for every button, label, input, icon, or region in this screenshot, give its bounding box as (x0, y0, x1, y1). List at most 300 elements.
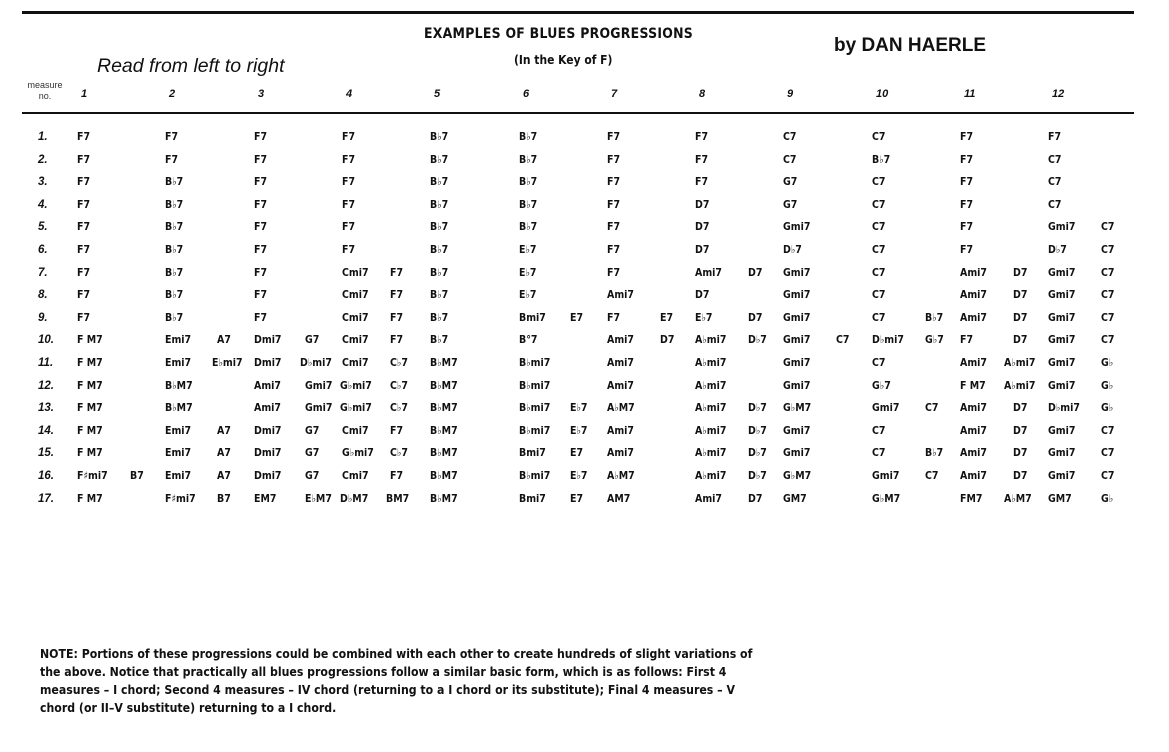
chord-symbol: Gmi7 (1048, 267, 1076, 279)
chord-symbol: D7 (1013, 470, 1028, 482)
chord-symbol: Cmi7 (342, 470, 369, 482)
chord-symbol: C7 (836, 334, 850, 346)
chord-symbol: F7 (165, 131, 179, 143)
chord-symbol: B♭7 (165, 199, 184, 211)
note-label: NOTE: (40, 647, 78, 661)
chord-symbol: E♭7 (695, 312, 713, 324)
chord-symbol: F7 (390, 470, 404, 482)
chord-symbol: Gmi7 (1048, 334, 1076, 346)
chord-symbol: F7 (695, 131, 709, 143)
chord-symbol: Gmi7 (783, 447, 811, 459)
chord-symbol: Emi7 (165, 425, 192, 437)
chord-symbol: D7 (1013, 334, 1028, 346)
chord-symbol: C7 (1101, 289, 1115, 301)
chord-symbol: Gmi7 (1048, 425, 1076, 437)
chord-symbol: G♭7 (925, 334, 944, 346)
chord-symbol: B°7 (519, 334, 538, 346)
chord-symbol: AM7 (607, 493, 631, 505)
chord-symbol: B♭7 (519, 221, 538, 233)
chord-symbol: Cmi7 (342, 357, 369, 369)
chord-symbol: C7 (872, 221, 886, 233)
top-rule (22, 11, 1134, 14)
chord-symbol: C♭7 (390, 380, 408, 392)
chord-symbol: B♭7 (165, 244, 184, 256)
chord-symbol: Emi7 (165, 447, 192, 459)
chord-symbol: G♭mi7 (340, 402, 372, 414)
chord-symbol: Dmi7 (254, 334, 282, 346)
chord-symbol: Dmi7 (254, 425, 282, 437)
row-number: 7. (38, 267, 48, 279)
chord-symbol: E7 (570, 312, 584, 324)
chord-symbol: G7 (305, 470, 320, 482)
chord-symbol: B♭7 (430, 131, 449, 143)
chord-symbol: F7 (607, 312, 621, 324)
chord-symbol: B♭7 (519, 131, 538, 143)
chord-symbol: F7 (960, 334, 974, 346)
chord-symbol: G♭ (1101, 357, 1114, 369)
chord-symbol: G7 (305, 425, 320, 437)
measure-number: 10 (876, 88, 889, 100)
chord-symbol: C7 (872, 244, 886, 256)
chord-symbol: F7 (77, 176, 91, 188)
chord-symbol: C7 (1101, 334, 1115, 346)
chord-symbol: G♭7 (872, 380, 891, 392)
chord-symbol: G♭ (1101, 402, 1114, 414)
chord-symbol: C7 (872, 312, 886, 324)
progression-row (0, 199, 1169, 217)
chord-symbol: A♭mi7 (1004, 357, 1036, 369)
chord-symbol: G♭ (1101, 380, 1114, 392)
measure-number: 5 (434, 88, 441, 100)
author-credit: by DAN HAERLE (834, 35, 987, 56)
chord-symbol: Gmi7 (783, 334, 811, 346)
progression-row (0, 176, 1169, 194)
chord-symbol: E♭7 (570, 470, 588, 482)
chord-symbol: Gmi7 (783, 267, 811, 279)
chord-symbol: GM7 (783, 493, 807, 505)
chord-symbol: B♭M7 (430, 402, 458, 414)
chord-symbol: B♭mi7 (519, 425, 551, 437)
chord-symbol: A♭M7 (607, 470, 635, 482)
chord-symbol: F7 (960, 199, 974, 211)
chord-symbol: F7 (342, 244, 356, 256)
chord-symbol: D♭7 (748, 425, 767, 437)
chord-symbol: D♭7 (748, 470, 767, 482)
chord-symbol: E♭7 (519, 267, 537, 279)
chord-symbol: Gmi7 (783, 380, 811, 392)
chord-symbol: B♭7 (165, 289, 184, 301)
chord-symbol: D7 (695, 244, 710, 256)
chord-symbol: B♭7 (430, 334, 449, 346)
chord-symbol: F7 (607, 154, 621, 166)
chord-symbol: Bmi7 (519, 493, 546, 505)
chord-symbol: A♭M7 (607, 402, 635, 414)
chord-symbol: A♭mi7 (695, 425, 727, 437)
page-subtitle: (In the Key of F) (514, 52, 613, 67)
chord-symbol: A♭mi7 (695, 402, 727, 414)
chord-symbol: A♭mi7 (695, 380, 727, 392)
chord-symbol: Ami7 (607, 289, 634, 301)
chord-symbol: C7 (872, 131, 886, 143)
chord-symbol: Gmi7 (872, 470, 900, 482)
chord-symbol: Gmi7 (783, 312, 811, 324)
chord-symbol: C7 (872, 176, 886, 188)
chord-symbol: Gmi7 (1048, 221, 1076, 233)
chord-symbol: B♭7 (519, 176, 538, 188)
chord-symbol: E♭mi7 (212, 357, 243, 369)
chord-symbol: G♭mi7 (340, 380, 372, 392)
chord-symbol: B♭M7 (165, 380, 193, 392)
chord-symbol: C7 (1101, 470, 1115, 482)
chord-symbol: C7 (1101, 221, 1115, 233)
progression-row (0, 334, 1169, 352)
chord-symbol: C7 (1101, 447, 1115, 459)
chord-symbol: G7 (305, 334, 320, 346)
chord-symbol: B♭7 (925, 312, 944, 324)
chord-symbol: Gmi7 (305, 380, 333, 392)
chord-symbol: F7 (342, 154, 356, 166)
chord-symbol: B♭7 (872, 154, 891, 166)
chord-symbol: C7 (872, 447, 886, 459)
chord-symbol: B♭7 (430, 199, 449, 211)
progression-row (0, 493, 1169, 511)
measure-number: 4 (346, 88, 353, 100)
progression-row (0, 402, 1169, 420)
chord-symbol: D7 (1013, 447, 1028, 459)
chord-symbol: Ami7 (960, 470, 987, 482)
progression-row (0, 447, 1169, 465)
chord-symbol: D7 (1013, 289, 1028, 301)
chord-symbol: B♭7 (430, 244, 449, 256)
chord-symbol: F7 (254, 131, 268, 143)
chord-symbol: A♭mi7 (695, 334, 727, 346)
row-number: 4. (38, 199, 48, 211)
chord-symbol: F7 (342, 221, 356, 233)
chord-symbol: G7 (783, 199, 798, 211)
chord-symbol: EM7 (254, 493, 277, 505)
measure-number: 9 (787, 88, 794, 100)
chord-symbol: Gmi7 (1048, 357, 1076, 369)
row-number: 2. (38, 154, 48, 166)
chord-symbol: B7 (130, 470, 144, 482)
chord-symbol: Ami7 (607, 425, 634, 437)
chord-symbol: Ami7 (607, 357, 634, 369)
chord-symbol: F M7 (77, 380, 103, 392)
chord-symbol: F7 (607, 221, 621, 233)
chord-symbol: A7 (217, 470, 231, 482)
chord-symbol: E♭7 (570, 402, 588, 414)
chord-symbol: F7 (960, 131, 974, 143)
chord-symbol: B♭M7 (430, 425, 458, 437)
chord-symbol: F7 (254, 199, 268, 211)
chord-symbol: D7 (748, 267, 763, 279)
chord-symbol: F7 (77, 221, 91, 233)
chord-symbol: B♭M7 (430, 380, 458, 392)
chord-symbol: D7 (1013, 312, 1028, 324)
chord-symbol: A♭M7 (1004, 493, 1032, 505)
progression-row (0, 244, 1169, 262)
progression-row (0, 470, 1169, 488)
chord-symbol: D♭7 (748, 447, 767, 459)
chord-symbol: B♭M7 (430, 447, 458, 459)
chord-symbol: F7 (695, 154, 709, 166)
row-number: 14. (38, 425, 54, 437)
chord-symbol: F M7 (77, 334, 103, 346)
chord-symbol: F7 (960, 244, 974, 256)
chord-symbol: Ami7 (960, 267, 987, 279)
chord-symbol: Bmi7 (519, 447, 546, 459)
chord-symbol: E♭7 (519, 289, 537, 301)
chord-symbol: Ami7 (695, 493, 722, 505)
chord-symbol: B♭M7 (430, 470, 458, 482)
chord-symbol: D♭mi7 (872, 334, 904, 346)
chord-symbol: A♭mi7 (695, 447, 727, 459)
chord-symbol: F♯mi7 (165, 493, 196, 505)
chord-symbol: F M7 (77, 425, 103, 437)
chord-symbol: D7 (748, 493, 763, 505)
chord-symbol: E7 (660, 312, 674, 324)
chord-symbol: Gmi7 (305, 402, 333, 414)
chord-symbol: Ami7 (607, 447, 634, 459)
chord-symbol: Ami7 (254, 402, 281, 414)
row-number: 3. (38, 176, 48, 188)
chord-symbol: G7 (783, 176, 798, 188)
chord-symbol: F♯mi7 (77, 470, 108, 482)
read-direction-label: Read from left to right (97, 55, 285, 77)
chord-symbol: Cmi7 (342, 425, 369, 437)
chord-symbol: Emi7 (165, 334, 192, 346)
chord-symbol: BM7 (386, 493, 410, 505)
chord-symbol: D♭7 (748, 402, 767, 414)
chord-symbol: C7 (1101, 312, 1115, 324)
chord-symbol: B♭7 (165, 312, 184, 324)
progression-row (0, 312, 1169, 330)
measure-number: 8 (699, 88, 706, 100)
progression-row (0, 289, 1169, 307)
chord-symbol: B♭7 (430, 176, 449, 188)
progression-row (0, 380, 1169, 398)
page-title: EXAMPLES OF BLUES PROGRESSIONS (424, 26, 694, 42)
chord-symbol: Cmi7 (342, 289, 369, 301)
chord-symbol: F7 (342, 131, 356, 143)
chord-symbol: D♭7 (1048, 244, 1067, 256)
chord-symbol: F7 (607, 199, 621, 211)
chord-symbol: F7 (960, 154, 974, 166)
chord-symbol: Ami7 (607, 380, 634, 392)
chord-symbol: B♭M7 (165, 402, 193, 414)
row-number: 13. (38, 402, 54, 414)
chord-symbol: F7 (77, 289, 91, 301)
chord-symbol: F7 (607, 244, 621, 256)
chord-symbol: Emi7 (165, 357, 192, 369)
chord-symbol: B♭7 (430, 312, 449, 324)
chord-symbol: G7 (305, 447, 320, 459)
chord-symbol: F7 (254, 221, 268, 233)
chord-symbol: E♭7 (570, 425, 588, 437)
chord-symbol: Cmi7 (342, 334, 369, 346)
chord-symbol: Dmi7 (254, 357, 282, 369)
row-number: 11. (38, 357, 54, 369)
progression-row (0, 267, 1169, 285)
chord-symbol: Ami7 (960, 289, 987, 301)
chord-symbol: Gmi7 (1048, 447, 1076, 459)
chord-symbol: D7 (660, 334, 675, 346)
chord-symbol: C7 (872, 357, 886, 369)
chord-symbol: B♭7 (165, 176, 184, 188)
chord-symbol: Ami7 (254, 380, 281, 392)
measure-number: 3 (258, 88, 265, 100)
row-number: 9. (38, 312, 48, 324)
measure-number-label: measure no. (27, 80, 63, 101)
chord-symbol: F M7 (77, 402, 103, 414)
chord-symbol: F7 (77, 199, 91, 211)
measure-number: 12 (1052, 88, 1065, 100)
chord-symbol: Gmi7 (783, 425, 811, 437)
chord-symbol: D♭7 (783, 244, 802, 256)
chord-symbol: B♭7 (430, 221, 449, 233)
chord-symbol: F7 (77, 267, 91, 279)
chord-symbol: Ami7 (960, 425, 987, 437)
chord-symbol: Gmi7 (783, 221, 811, 233)
row-number: 5. (38, 221, 48, 233)
measure-number: 7 (611, 88, 618, 100)
chord-symbol: E♭M7 (305, 493, 332, 505)
chord-symbol: C7 (1101, 267, 1115, 279)
chord-symbol: D7 (1013, 267, 1028, 279)
chord-symbol: D7 (1013, 425, 1028, 437)
chord-symbol: B♭M7 (430, 493, 458, 505)
chord-symbol: Emi7 (165, 470, 192, 482)
chord-symbol: Gmi7 (1048, 380, 1076, 392)
note-text: Portions of these progressions could be combined with each other to create hundreds of slight variations of the above. Notice that practically all blues progressions follow a similar basic form, which is as follows: First 4 measures – I chord; Second 4 measures – IV chord (returning to a I chord or its substitute); Final 4 measures – V chord (or II–V substitute) returning to a I chord. (40, 647, 753, 715)
chord-symbol: B♭7 (925, 447, 944, 459)
chord-symbol: F7 (1048, 131, 1062, 143)
row-number: 17. (38, 493, 54, 505)
row-number: 10. (38, 334, 54, 346)
chord-symbol: F7 (960, 221, 974, 233)
chord-symbol: Gmi7 (783, 289, 811, 301)
chord-symbol: D♭7 (748, 334, 767, 346)
chord-symbol: F7 (77, 154, 91, 166)
chord-symbol: C7 (1101, 425, 1115, 437)
chord-symbol: B7 (217, 493, 231, 505)
chord-symbol: F M7 (77, 357, 103, 369)
progression-row (0, 425, 1169, 443)
chord-symbol: C7 (872, 267, 886, 279)
chord-symbol: Gmi7 (872, 402, 900, 414)
chord-symbol: A♭mi7 (695, 470, 727, 482)
chord-symbol: B♭7 (519, 199, 538, 211)
chord-symbol: Gmi7 (1048, 470, 1076, 482)
chord-symbol: F M7 (960, 380, 986, 392)
chord-symbol: B♭7 (165, 221, 184, 233)
chord-symbol: B♭7 (430, 267, 449, 279)
chord-symbol: Cmi7 (342, 267, 369, 279)
row-number: 1. (38, 131, 48, 143)
chord-symbol: B♭7 (430, 154, 449, 166)
chord-symbol: C♭7 (390, 357, 408, 369)
footnote (40, 645, 774, 717)
chord-symbol: C7 (1101, 244, 1115, 256)
chord-symbol: Gmi7 (783, 357, 811, 369)
chord-symbol: B♭mi7 (519, 380, 551, 392)
measure-number: 2 (169, 88, 176, 100)
chord-symbol: F7 (254, 312, 268, 324)
chord-symbol: C7 (925, 402, 939, 414)
chord-symbol: D7 (695, 289, 710, 301)
measure-number: 11 (964, 88, 976, 100)
chord-symbol: F7 (695, 176, 709, 188)
chord-symbol: F7 (254, 289, 268, 301)
chord-symbol: F7 (165, 154, 179, 166)
chord-symbol: Ami7 (695, 267, 722, 279)
chord-symbol: D7 (1013, 402, 1028, 414)
chord-symbol: B♭mi7 (519, 402, 551, 414)
chord-symbol: Ami7 (607, 334, 634, 346)
header-rule (22, 112, 1134, 114)
chord-symbol: B♭mi7 (519, 357, 551, 369)
chord-symbol: F7 (77, 312, 91, 324)
row-number: 6. (38, 244, 48, 256)
chord-symbol: F M7 (77, 447, 103, 459)
chord-symbol: Gmi7 (1048, 289, 1076, 301)
chord-symbol: C7 (783, 131, 797, 143)
chord-symbol: C7 (872, 425, 886, 437)
chord-symbol: F7 (390, 425, 404, 437)
chord-symbol: A7 (217, 425, 231, 437)
chord-symbol: C7 (1048, 199, 1062, 211)
chord-symbol: F7 (390, 334, 404, 346)
chord-symbol: C7 (783, 154, 797, 166)
chord-symbol: G♭M7 (872, 493, 901, 505)
chord-symbol: F7 (390, 289, 404, 301)
progression-row (0, 154, 1169, 172)
chord-symbol: GM7 (1048, 493, 1072, 505)
progression-row (0, 221, 1169, 239)
row-number: 8. (38, 289, 48, 301)
chord-symbol: Ami7 (960, 312, 987, 324)
chord-symbol: C7 (1048, 154, 1062, 166)
chord-symbol: Ami7 (960, 357, 987, 369)
chord-symbol: Ami7 (960, 402, 987, 414)
chord-symbol: B♭7 (165, 267, 184, 279)
chord-symbol: C7 (925, 470, 939, 482)
chord-symbol: Dmi7 (254, 447, 282, 459)
chord-symbol: F7 (607, 267, 621, 279)
chord-symbol: Ami7 (960, 447, 987, 459)
progression-row (0, 131, 1169, 149)
chord-symbol: F7 (342, 176, 356, 188)
chord-symbol: B♭7 (430, 289, 449, 301)
chord-symbol: F7 (390, 312, 404, 324)
chord-symbol: G♭mi7 (342, 447, 374, 459)
chord-symbol: A7 (217, 334, 231, 346)
chord-symbol: D♭M7 (340, 493, 369, 505)
chord-symbol: E7 (570, 493, 584, 505)
chord-symbol: F7 (607, 131, 621, 143)
chord-symbol: G♭M7 (783, 402, 812, 414)
chord-symbol: A7 (217, 447, 231, 459)
chord-symbol: F7 (254, 176, 268, 188)
chord-symbol: F7 (960, 176, 974, 188)
chord-symbol: D♭mi7 (1048, 402, 1080, 414)
chord-symbol: Bmi7 (519, 312, 546, 324)
chord-symbol: FM7 (960, 493, 983, 505)
progression-row (0, 357, 1169, 375)
row-number: 15. (38, 447, 54, 459)
chord-symbol: E♭7 (519, 244, 537, 256)
chord-symbol: A♭mi7 (695, 357, 727, 369)
